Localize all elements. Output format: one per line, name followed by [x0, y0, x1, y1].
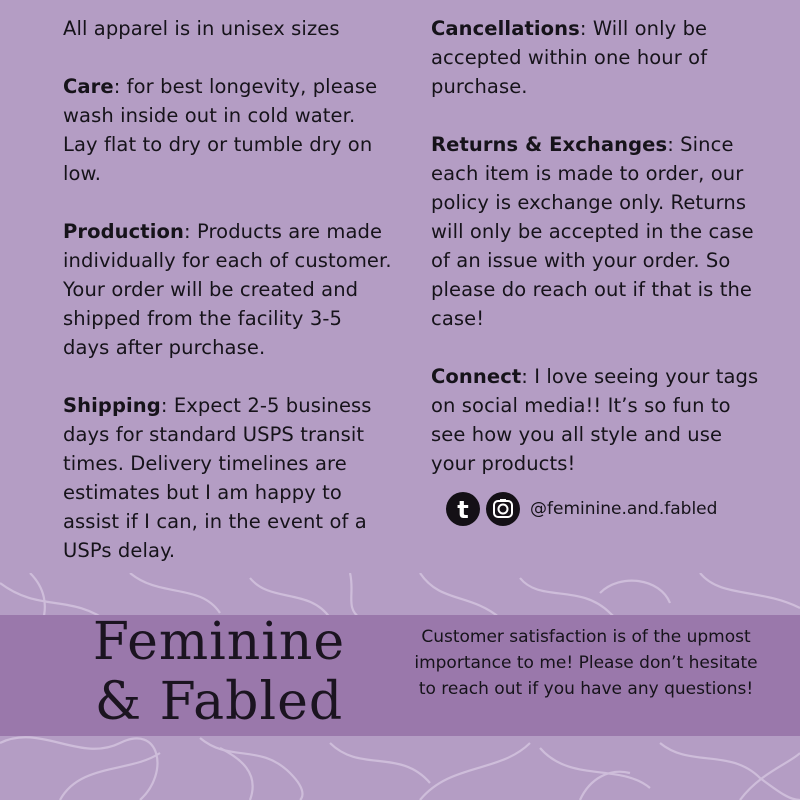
shipping-heading: Shipping — [63, 394, 161, 417]
production-heading: Production — [63, 220, 184, 243]
cancellations-text: : Will only be accepted within one hour of purchase. — [431, 17, 708, 98]
left-column — [63, 14, 393, 594]
instagram-icon[interactable] — [486, 492, 520, 526]
care-paragraph — [63, 72, 393, 188]
shipping-paragraph — [63, 391, 393, 565]
cancellations-paragraph — [431, 14, 771, 101]
tumblr-icon[interactable] — [446, 492, 480, 526]
care-text: : for best longevity, please wash inside out in cold water. Lay flat to dry or tumble dry on low. — [63, 75, 378, 185]
intro-text: All apparel is in unisex sizes — [63, 17, 340, 40]
care-heading: Care — [63, 75, 114, 98]
returns-text: : Since each item is made to order, our policy is exchange only. Returns will only be accepted in the case of an issue with your order. So please do reach out if that is the case! — [431, 133, 754, 330]
brand-line-1: Feminine — [92, 612, 346, 672]
satisfaction-message: Customer satisfaction is of the upmost importance to me! Please don’t hesitate to reach out if you have any questions! — [414, 627, 758, 699]
returns-heading: Returns & Exchanges — [431, 133, 668, 156]
brand-logo — [64, 612, 374, 732]
production-text: : Products are made individually for each of customer. Your order will be created and shipped from the facility 3-5 days after purchase. — [63, 220, 392, 359]
connect-text: : I love seeing your tags on social media!! It’s so fun to see how you all style and use your products! — [431, 365, 759, 475]
returns-paragraph — [431, 130, 771, 333]
brand-line-2: & Fabled — [94, 672, 344, 732]
production-paragraph — [63, 217, 393, 362]
social-links — [446, 491, 717, 527]
shipping-text: : Expect 2-5 business days for standard USPS transit times. Delivery timelines are estimates but I am happy to assist if I can, in the event of a USPs delay. — [63, 394, 372, 562]
right-column — [431, 14, 771, 507]
svg-text:t: t — [457, 496, 469, 524]
connect-paragraph — [431, 362, 771, 478]
cancellations-heading: Cancellations — [431, 17, 580, 40]
connect-heading: Connect — [431, 365, 522, 388]
social-handle[interactable]: @feminine.and.fabled — [530, 499, 718, 519]
